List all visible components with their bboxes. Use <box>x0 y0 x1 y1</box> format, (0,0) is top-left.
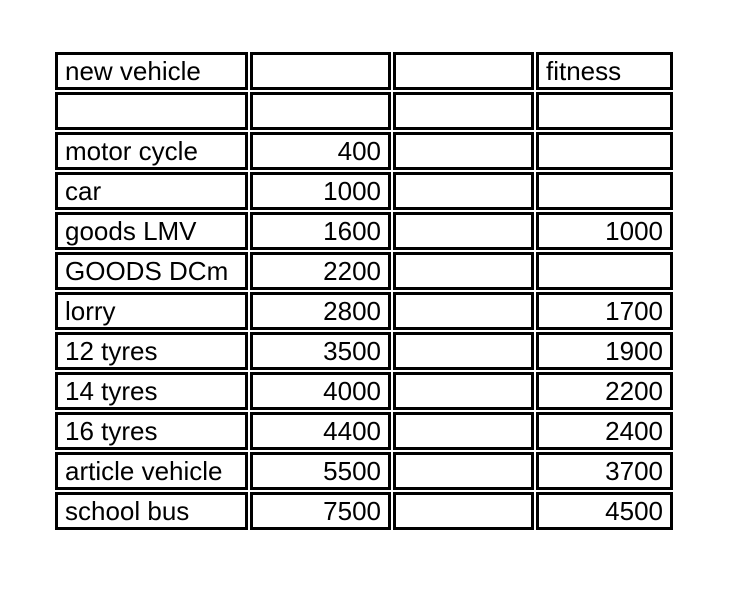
fitness-fee-cell <box>536 132 673 170</box>
empty-cell <box>393 412 534 450</box>
fitness-fee-cell: 3700 <box>536 452 673 490</box>
fitness-header-cell: fitness <box>536 52 673 90</box>
empty-cell <box>393 452 534 490</box>
empty-cell <box>393 492 534 530</box>
fitness-fee-cell: 1900 <box>536 332 673 370</box>
new-vehicle-fee-cell: 1000 <box>250 172 391 210</box>
empty-cell <box>393 252 534 290</box>
vehicle-type-cell: motor cycle <box>55 132 248 170</box>
vehicle-type-cell: 14 tyres <box>55 372 248 410</box>
empty-cell <box>393 372 534 410</box>
fitness-fee-cell: 4500 <box>536 492 673 530</box>
new-vehicle-fee-cell: 5500 <box>250 452 391 490</box>
vehicle-type-cell: school bus <box>55 492 248 530</box>
fitness-fee-cell <box>536 92 673 130</box>
fitness-fee-cell: 1000 <box>536 212 673 250</box>
vehicle-type-cell: goods LMV <box>55 212 248 250</box>
vehicle-type-cell: GOODS DCm <box>55 252 248 290</box>
new-vehicle-fee-cell: 400 <box>250 132 391 170</box>
fees-table <box>55 52 673 530</box>
new-vehicle-fee-cell <box>250 92 391 130</box>
new-vehicle-fee-cell: 4400 <box>250 412 391 450</box>
empty-cell <box>393 132 534 170</box>
empty-cell <box>393 92 534 130</box>
new-vehicle-fee-cell <box>250 52 391 90</box>
fitness-fee-cell <box>536 252 673 290</box>
new-vehicle-fee-cell: 3500 <box>250 332 391 370</box>
vehicle-type-cell: lorry <box>55 292 248 330</box>
new-vehicle-fee-cell: 4000 <box>250 372 391 410</box>
fitness-fee-cell: 1700 <box>536 292 673 330</box>
empty-cell <box>393 332 534 370</box>
fitness-fee-cell: 2200 <box>536 372 673 410</box>
vehicle-type-cell: 16 tyres <box>55 412 248 450</box>
new-vehicle-header-cell: new vehicle <box>55 52 248 90</box>
empty-cell <box>393 292 534 330</box>
new-vehicle-fee-cell: 2800 <box>250 292 391 330</box>
new-vehicle-fee-cell: 2200 <box>250 252 391 290</box>
vehicle-type-cell: 12 tyres <box>55 332 248 370</box>
empty-cell <box>393 172 534 210</box>
vehicle-type-cell: car <box>55 172 248 210</box>
vehicle-type-cell <box>55 92 248 130</box>
empty-cell <box>393 212 534 250</box>
new-vehicle-fee-cell: 1600 <box>250 212 391 250</box>
new-vehicle-fee-cell: 7500 <box>250 492 391 530</box>
fitness-fee-cell <box>536 172 673 210</box>
vehicle-type-cell: article vehicle <box>55 452 248 490</box>
empty-cell <box>393 52 534 90</box>
fitness-fee-cell: 2400 <box>536 412 673 450</box>
